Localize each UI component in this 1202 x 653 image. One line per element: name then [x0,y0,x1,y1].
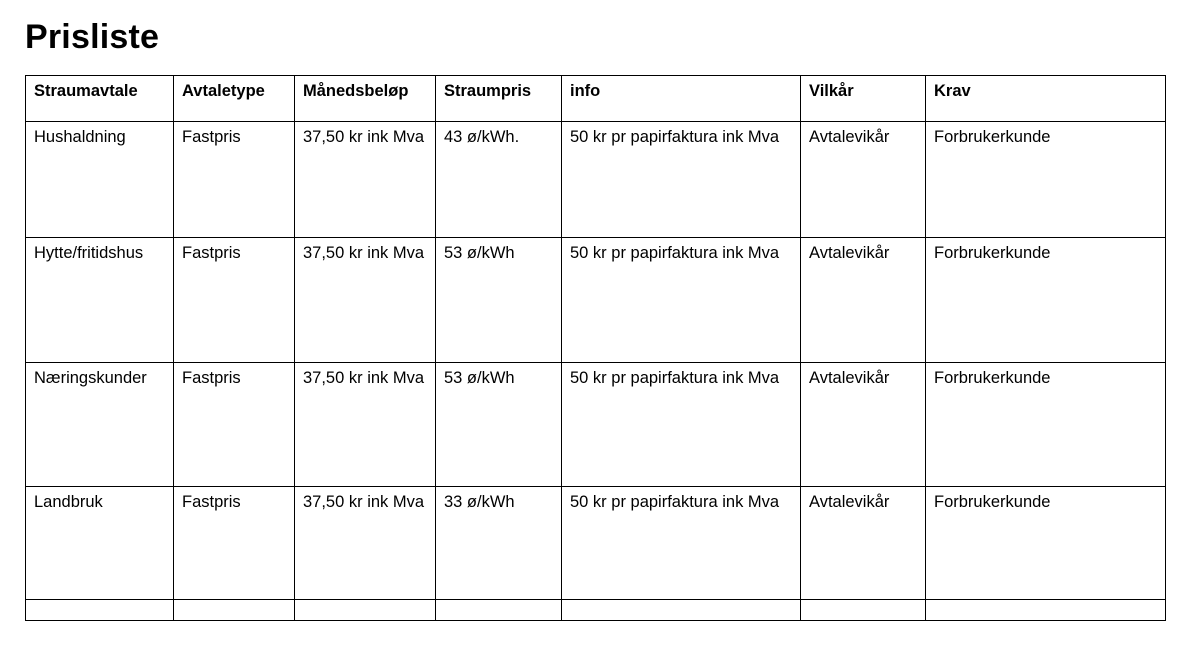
table-row [26,122,1166,238]
header-straumavtale: Straumavtale [26,76,174,122]
empty-cell [295,600,436,621]
cell-krav: Forbrukerkunde [926,238,1166,363]
cell-straumavtale: Næringskunder [26,363,174,487]
table-row [26,238,1166,363]
cell-info: 50 kr pr papirfaktura ink Mva [562,122,801,238]
cell-vilkar: Avtalevikår [801,487,926,600]
cell-avtaletype: Fastpris [174,238,295,363]
header-straumpris: Straumpris [436,76,562,122]
empty-table-row [26,600,1166,621]
empty-cell [436,600,562,621]
cell-straumpris: 33 ø/kWh [436,487,562,600]
table-row [26,487,1166,600]
cell-info: 50 kr pr papirfaktura ink Mva [562,238,801,363]
page-title: Prisliste [25,18,160,56]
cell-manedsbelop: 37,50 kr ink Mva [295,122,436,238]
cell-straumpris: 43 ø/kWh. [436,122,562,238]
header-vilkar: Vilkår [801,76,926,122]
cell-straumavtale: Hushaldning [26,122,174,238]
cell-manedsbelop: 37,50 kr ink Mva [295,238,436,363]
cell-krav: Forbrukerkunde [926,487,1166,600]
cell-manedsbelop: 37,50 kr ink Mva [295,363,436,487]
cell-manedsbelop: 37,50 kr ink Mva [295,487,436,600]
table-row [26,363,1166,487]
empty-cell [801,600,926,621]
cell-straumpris: 53 ø/kWh [436,363,562,487]
header-krav: Krav [926,76,1166,122]
cell-vilkar: Avtalevikår [801,363,926,487]
cell-avtaletype: Fastpris [174,122,295,238]
cell-krav: Forbrukerkunde [926,363,1166,487]
cell-straumavtale: Landbruk [26,487,174,600]
empty-cell [174,600,295,621]
cell-avtaletype: Fastpris [174,487,295,600]
cell-avtaletype: Fastpris [174,363,295,487]
price-table [25,75,1166,621]
cell-vilkar: Avtalevikår [801,122,926,238]
cell-info: 50 kr pr papirfaktura ink Mva [562,487,801,600]
cell-straumpris: 53 ø/kWh [436,238,562,363]
cell-info: 50 kr pr papirfaktura ink Mva [562,363,801,487]
empty-cell [926,600,1166,621]
empty-cell [26,600,174,621]
header-avtaletype: Avtaletype [174,76,295,122]
empty-cell [562,600,801,621]
header-info: info [562,76,801,122]
header-manedsbelop: Månedsbeløp [295,76,436,122]
table-header-row [26,76,1166,122]
cell-krav: Forbrukerkunde [926,122,1166,238]
cell-vilkar: Avtalevikår [801,238,926,363]
cell-straumavtale: Hytte/fritidshus [26,238,174,363]
